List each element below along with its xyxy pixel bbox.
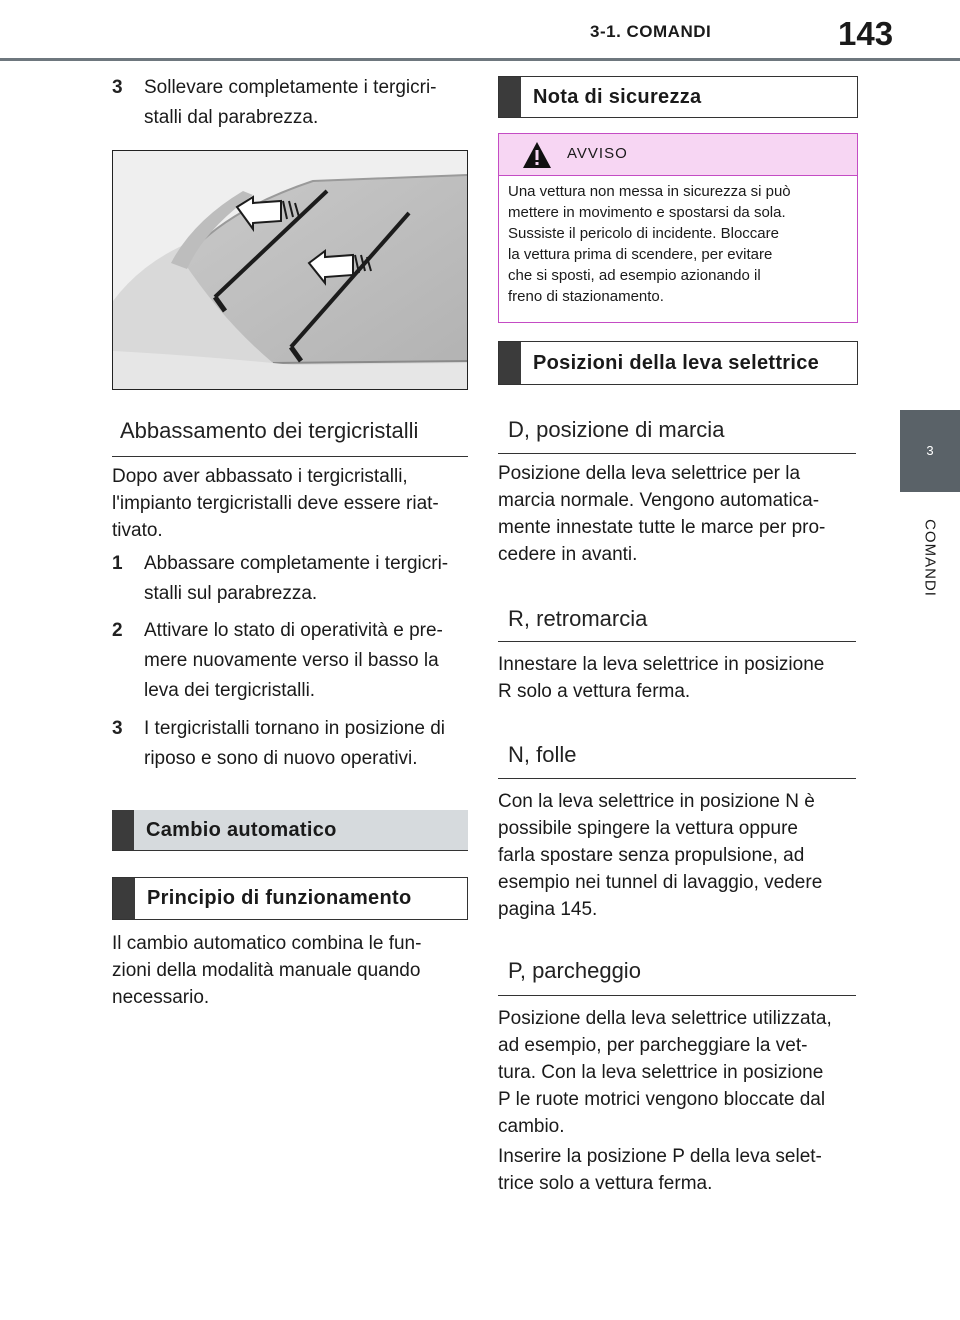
heading-rule bbox=[498, 453, 856, 454]
step-text: stalli sul parabrezza. bbox=[144, 583, 318, 604]
text-line: tura. Con la leva selettrice in posizione bbox=[498, 1062, 824, 1083]
text-line: pagina 145. bbox=[498, 899, 598, 920]
step-number: 2 bbox=[112, 620, 123, 641]
subheading-safety-note: Nota di sicurezza bbox=[498, 76, 858, 118]
text-line: possibile spingere la vettura oppure bbox=[498, 818, 798, 839]
step-lower-2 bbox=[112, 616, 472, 706]
heading-position-d: D, posizione di marcia bbox=[508, 417, 725, 442]
subheading-principle: Principio di funzionamento bbox=[112, 877, 468, 920]
position-n-text bbox=[498, 788, 868, 923]
text-line: Il cambio automatico combina le fun- bbox=[112, 933, 422, 954]
text-line: R solo a vettura ferma. bbox=[498, 681, 691, 702]
text-line: Con la leva selettrice in posizione N è bbox=[498, 791, 815, 812]
lowering-intro bbox=[112, 463, 472, 544]
step-text: Attivare lo stato di operatività e pre- bbox=[144, 620, 443, 641]
text-line: mettere in movimento e spostarsi da sola. bbox=[508, 204, 786, 221]
heading-position-r: R, retromarcia bbox=[508, 606, 648, 631]
text-line: zioni della modalità manuale quando bbox=[112, 960, 421, 981]
position-r-text bbox=[498, 651, 868, 705]
heading-rule bbox=[112, 456, 468, 457]
text-line: Inserire la posizione P della leva selet- bbox=[498, 1146, 822, 1167]
text-line: marcia normale. Vengono automatica- bbox=[498, 490, 820, 511]
heading-position-n: N, folle bbox=[508, 742, 577, 767]
text-line: Dopo aver abbassato i tergicristalli, bbox=[112, 466, 408, 487]
text-line: mente innestate tutte le marce per pro- bbox=[498, 517, 826, 538]
heading-bar bbox=[499, 77, 521, 117]
chapter-tab: 3 bbox=[900, 410, 960, 492]
text-line: ad esempio, per parcheggiare la vet- bbox=[498, 1035, 808, 1056]
warning-text bbox=[508, 181, 853, 307]
heading-position-p: P, parcheggio bbox=[508, 958, 641, 983]
warning-triangle-icon bbox=[521, 140, 553, 170]
text-line: freno di stazionamento. bbox=[508, 288, 664, 305]
text-line: che si sposti, ad esempio azionando il bbox=[508, 267, 761, 284]
section-heading-automatic-transmission: Cambio automatico bbox=[112, 810, 468, 851]
step-number: 1 bbox=[112, 553, 123, 574]
step-number: 3 bbox=[112, 77, 123, 98]
text-line: Una vettura non messa in sicurezza si può bbox=[508, 183, 791, 200]
text-line: Posizione della leva selettrice utilizzata, bbox=[498, 1008, 832, 1029]
heading-rule bbox=[498, 641, 856, 642]
text-line: la vettura prima di scendere, per evitare bbox=[508, 246, 773, 263]
windshield-wiper-raised-illustration bbox=[113, 151, 467, 389]
section-heading-lowering: Abbassamento dei tergicristalli bbox=[120, 418, 419, 443]
text-line: farla spostare senza propulsione, ad bbox=[498, 845, 805, 866]
step-raise-wipers bbox=[112, 73, 472, 133]
wiper-figure bbox=[112, 150, 468, 390]
text-line: tivato. bbox=[112, 520, 163, 541]
section-title: 3-1. COMANDI bbox=[590, 22, 712, 41]
text-line: P le ruote motrici vengono bloccate dal bbox=[498, 1089, 826, 1110]
text-line: cedere in avanti. bbox=[498, 544, 638, 565]
principle-text bbox=[112, 930, 472, 1011]
text-line: trice solo a vettura ferma. bbox=[498, 1173, 713, 1194]
step-text: I tergicristalli tornano in posizione di bbox=[144, 718, 445, 739]
position-p-note bbox=[498, 1143, 868, 1197]
warning-box bbox=[498, 133, 858, 323]
step-text: Abbassare completamente i tergicri- bbox=[144, 553, 449, 574]
text-line: esempio nei tunnel di lavaggio, vedere bbox=[498, 872, 823, 893]
heading-bar bbox=[113, 878, 135, 919]
chapter-label: COMANDI bbox=[921, 519, 939, 597]
text-line: l'impianto tergicristalli deve essere riat- bbox=[112, 493, 439, 514]
text-line: necessario. bbox=[112, 987, 210, 1008]
warning-label: AVVISO bbox=[567, 145, 628, 162]
step-text: leva dei tergicristalli. bbox=[144, 680, 316, 701]
heading-bar bbox=[499, 342, 521, 384]
text-line: Posizione della leva selettrice per la bbox=[498, 463, 801, 484]
step-text: mere nuovamente verso il basso la bbox=[144, 650, 439, 671]
warning-header bbox=[499, 134, 857, 176]
page-number: 143 bbox=[838, 15, 894, 52]
heading-bar bbox=[112, 810, 134, 850]
heading-rule bbox=[498, 778, 856, 779]
heading-rule bbox=[498, 995, 856, 996]
step-number: 3 bbox=[112, 718, 123, 739]
step-text: riposo e sono di nuovo operativi. bbox=[144, 748, 418, 769]
text-line: Sussiste il pericolo di incidente. Bloccare bbox=[508, 225, 779, 242]
step-lower-3 bbox=[112, 714, 472, 774]
text-line: cambio. bbox=[498, 1116, 565, 1137]
position-d-text bbox=[498, 460, 868, 568]
text-line: Innestare la leva selettrice in posizione bbox=[498, 654, 825, 675]
step-lower-1 bbox=[112, 549, 472, 609]
step-text: Sollevare completamente i tergicri- bbox=[144, 77, 437, 98]
position-p-text bbox=[498, 1005, 868, 1140]
step-text: stalli dal parabrezza. bbox=[144, 107, 319, 128]
subheading-selector-positions: Posizioni della leva selettrice bbox=[498, 341, 858, 385]
header-divider bbox=[0, 58, 960, 61]
